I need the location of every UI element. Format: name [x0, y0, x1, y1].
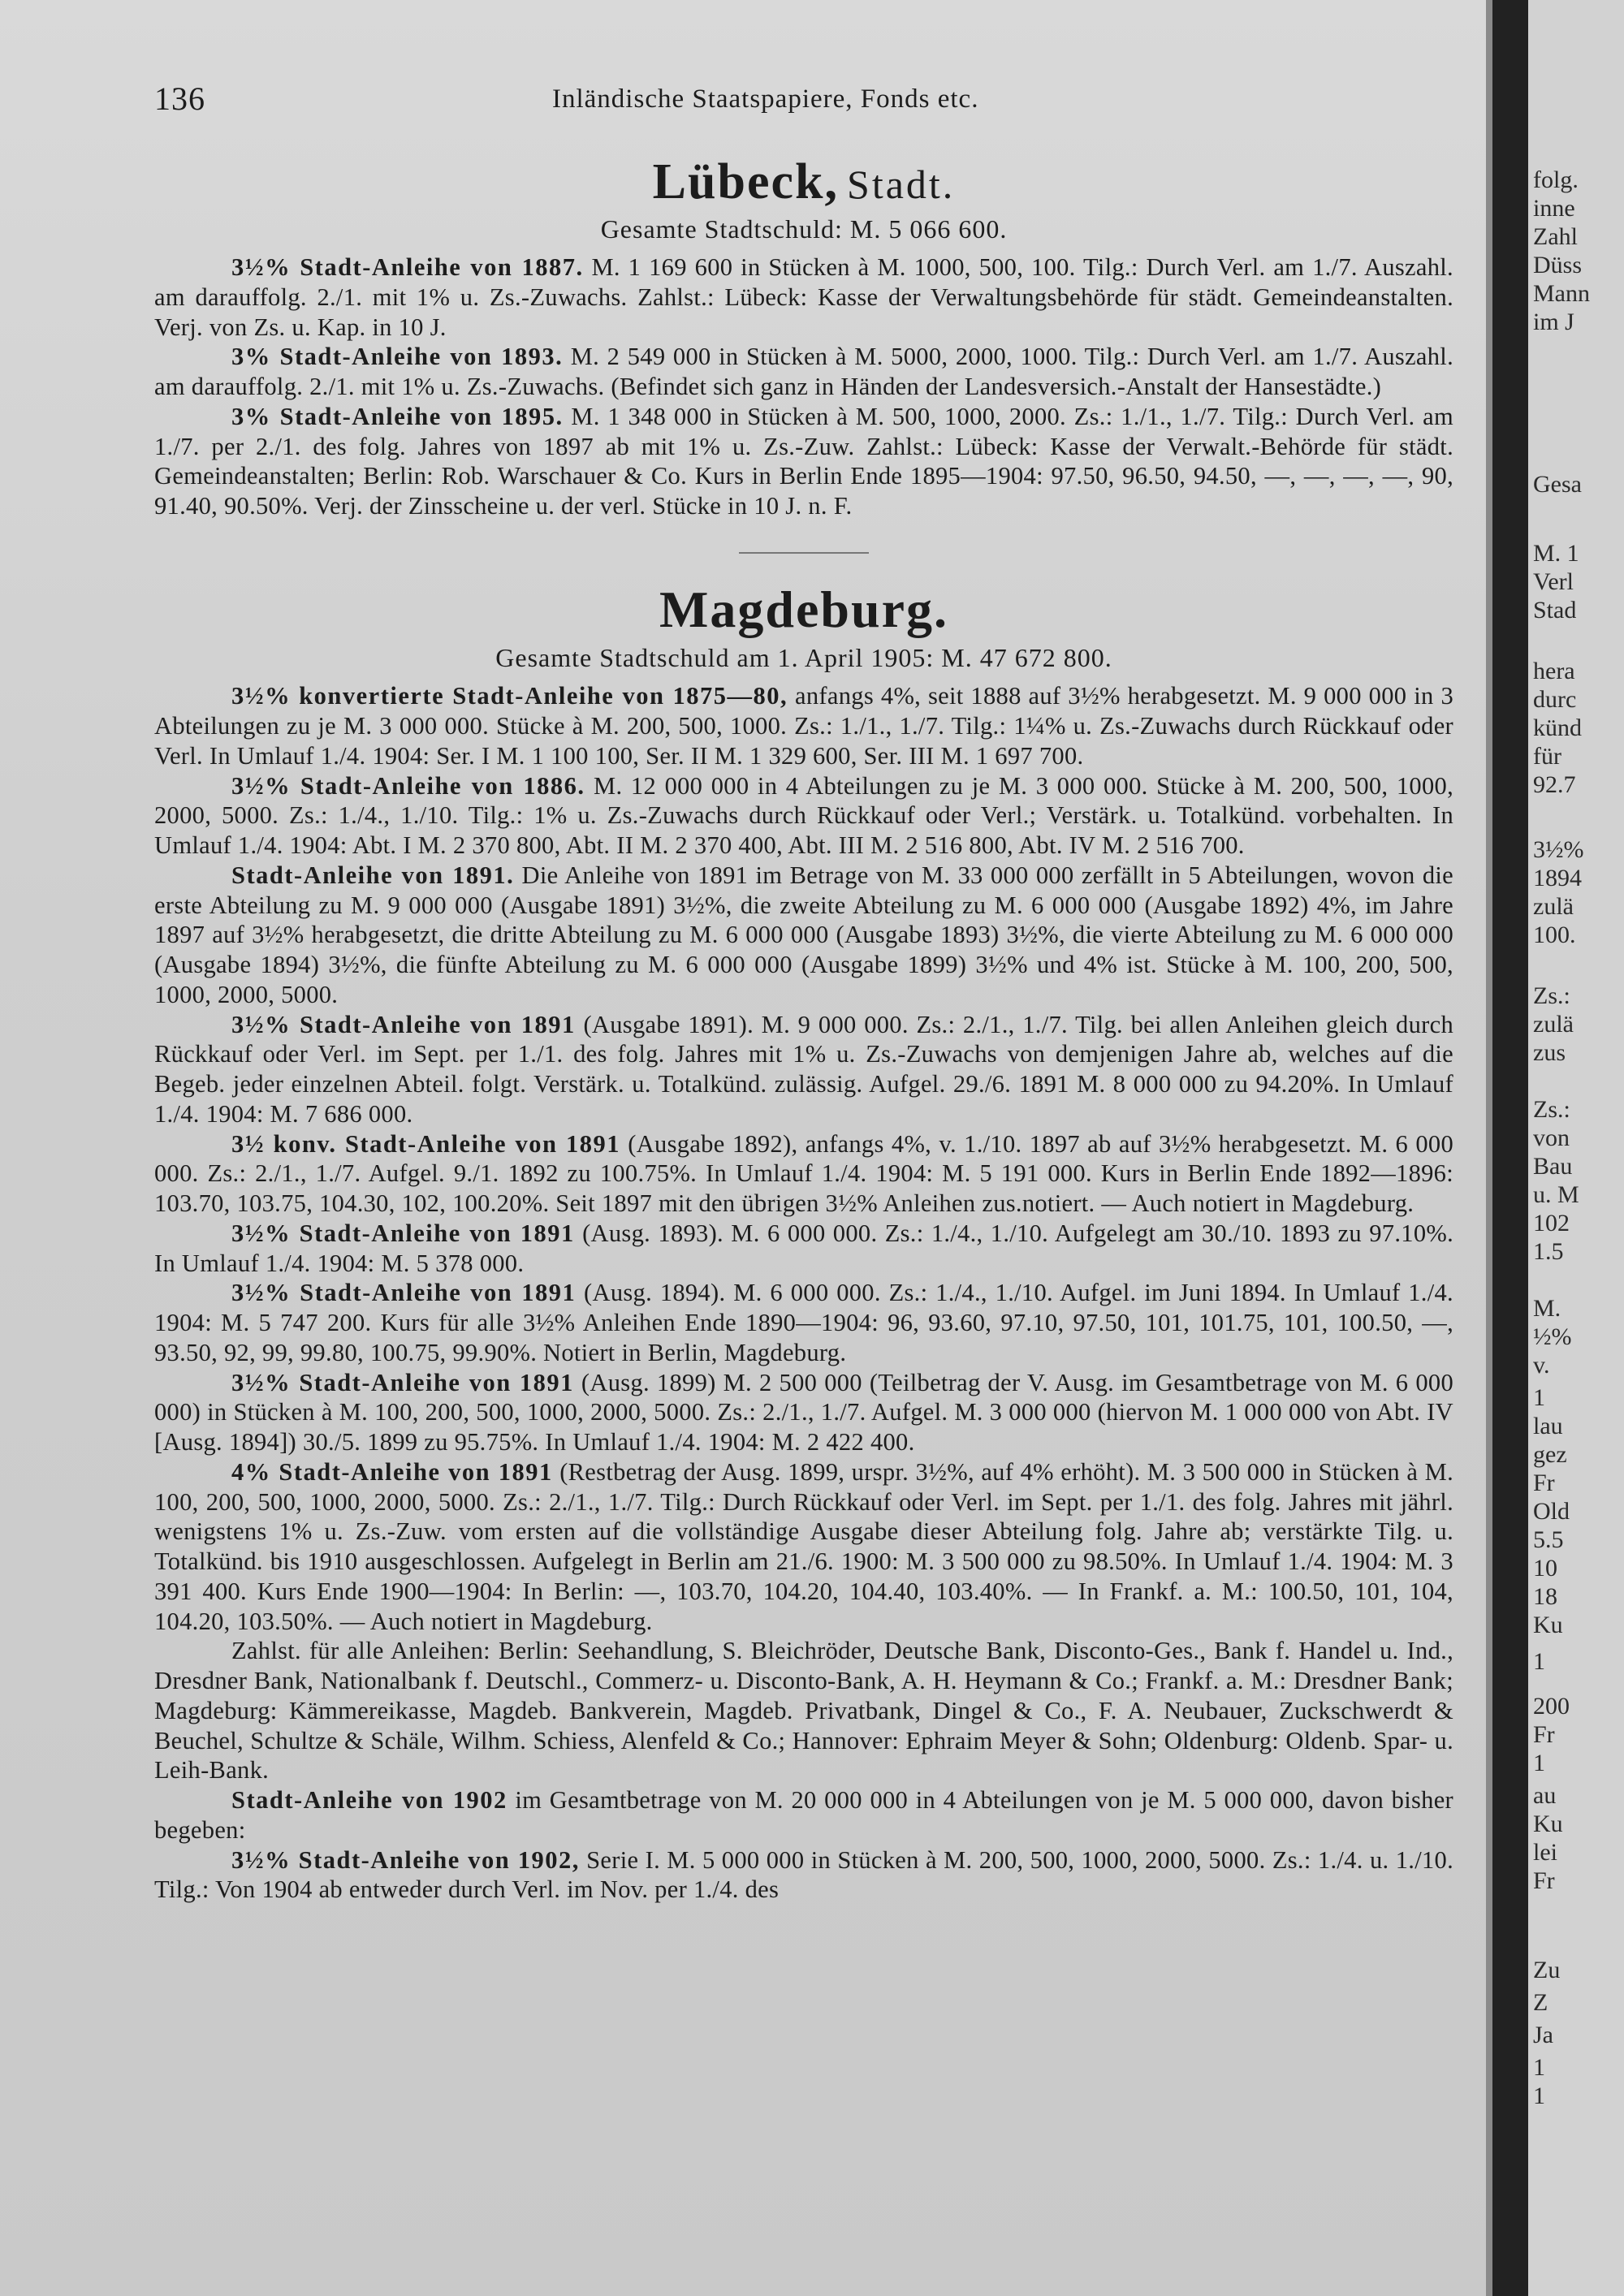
neighbor-text-fragment: Z: [1533, 1989, 1548, 2016]
neighbor-text-fragment: folg.: [1533, 166, 1579, 193]
loan-entry-text: (Ausgabe 1891). M. 9 000 000. Zs.: 2./1., 1./7. Tilg. bei allen Anleihen gleich durch Rückkauf oder Verl. im Sept. per 1./1. des folg. Jahres mit 1% u. Zs.-Zuwachs von demjenigen Jahre ab, welches auf die Begeb. jeder einzelnen Abteil. folgt. Verstärk. u. Totalkünd. zulässig. Aufgel. 29./6. 1891 M. 8 000 000 zu 94.20%. In Umlauf 1./4. 1904: M. 7 686 000.: [154, 1010, 1453, 1128]
loan-entry-text: M. 1 348 000 in Stücken à M. 500, 1000, 2000. Zs.: 1./1., 1./7. Tilg.: Durch Verl. am 1./7. per 2./1. des folg. Jahres von 1897 ab mit 1% u. Zs.-Zuw. Zahlst.: Lübeck: Kasse der Verwalt.-Behörde für städt. Gemeindeanstalten; Berlin: Rob. Warschauer & Co. Kurs in Berlin Ende 1895—1904: 97.50, 96.50, 94.50, —, —, —, —, 90, 91.40, 90.50%. Verj. der Zinsscheine u. der verl. Stücke in 10 J. n. F.: [154, 402, 1453, 520]
neighbor-text-fragment: 1: [1533, 1648, 1545, 1675]
loan-entry: [154, 1129, 1453, 1219]
loan-entry-text: M. 1 169 600 in Stücken à M. 1000, 500, 100. Tilg.: Durch Verl. am 1./7. Auszahl. am darauffolg. 2./1. mit 1% u. Zs.-Zuwachs. Zahlst.: Lübeck: Kasse der Verwaltungsbehörde für städt. Gemeindeanstalten. Verj. von Zs. u. Kap. in 10 J.: [154, 253, 1453, 341]
neighbor-text-fragment: hera: [1533, 658, 1575, 684]
neighbor-text-fragment: Fr: [1533, 1867, 1555, 1894]
loan-entry-text: (Ausg. 1893). M. 6 000 000. Zs.: 1./4., 1./10. Aufgelegt am 30./10. 1893 zu 97.10%. In Umlauf 1./4. 1904: M. 5 378 000.: [154, 1219, 1453, 1277]
loan-entry: [154, 1636, 1453, 1785]
loan-entry-text: im Gesamtbetrage von M. 20 000 000 in 4 Abteilungen von je M. 5 000 000, davon bisher begeben:: [154, 1786, 1453, 1844]
running-header: [154, 80, 1453, 128]
total-debt-line: Gesamte Stadtschuld: M. 5 066 600.: [600, 214, 1008, 244]
section-luebeck: [154, 154, 1453, 521]
neighbor-text-fragment: 18: [1533, 1583, 1557, 1610]
neighbor-text-fragment: 1: [1533, 2054, 1545, 2081]
book-gutter: [1492, 0, 1528, 2296]
loan-entry-heading: 4% Stadt-Anleihe von 1891: [231, 1457, 553, 1486]
city-title-magdeburg: [154, 581, 1453, 638]
loan-entry-heading: Stadt-Anleihe von 1902: [231, 1786, 508, 1815]
loan-entry-heading: 3½% Stadt-Anleihe von 1891: [231, 1010, 576, 1038]
loan-entry-heading: 3½% Stadt-Anleihe von 1891: [231, 1368, 574, 1396]
loan-entry-heading: 3½% Stadt-Anleihe von 1886.: [231, 771, 585, 800]
loan-entry-text: (Ausgabe 1892), anfangs 4%, v. 1./10. 1897 ab auf 3½% herabgesetzt. M. 6 000 000. Zs.: 2./1., 1./7. Aufgel. 9./1. 1892 zu 100.75%. In Umlauf 1./4. 1904: M. 5 191 000. Kurs in Berlin Ende 1892—1896: 103.70, 103.75, 104.30, 102, 100.20%. Seit 1897 mit den übrigen 3½% Anleihen zus.notiert. — Auch notiert in Magdeburg.: [154, 1129, 1453, 1218]
loan-entry: [154, 1368, 1453, 1457]
loan-entry: [154, 1457, 1453, 1637]
neighbor-text-fragment: Zu: [1533, 1957, 1561, 1983]
neighbor-text-fragment: Stad: [1533, 597, 1577, 624]
neighbor-text-fragment: zus: [1533, 1039, 1566, 1066]
running-title: Inländische Staatspapiere, Fonds etc.: [552, 84, 979, 114]
loan-entry: [154, 1845, 1453, 1905]
neighbor-text-fragment: Bau: [1533, 1153, 1573, 1180]
neighbor-text-fragment: Düss: [1533, 252, 1583, 278]
neighbor-text-fragment: 1894: [1533, 865, 1582, 891]
neighbor-text-fragment: 1: [1533, 1750, 1545, 1776]
neighbor-text-fragment: Old: [1533, 1498, 1570, 1525]
page-number: 136: [154, 80, 205, 117]
loan-entry: [154, 681, 1453, 770]
neighbor-text-fragment: au: [1533, 1782, 1557, 1809]
neighbor-text-fragment: 5.5: [1533, 1526, 1564, 1553]
city-title-main: Lübeck,: [652, 154, 840, 209]
neighbor-text-fragment: Zahl: [1533, 223, 1578, 250]
neighbor-text-fragment: v.: [1533, 1352, 1550, 1379]
neighbor-text-fragment: Ku: [1533, 1612, 1563, 1638]
neighbor-text-fragment: zulä: [1533, 1011, 1574, 1038]
neighbor-text-fragment: zulä: [1533, 893, 1574, 920]
neighbor-text-fragment: 200: [1533, 1693, 1570, 1720]
loan-entry: [154, 1010, 1453, 1129]
section-divider: [739, 552, 869, 554]
neighbor-text-fragment: Fr: [1533, 1721, 1555, 1748]
section-magdeburg: [154, 581, 1453, 1905]
neighbor-text-fragment: 92.7: [1533, 771, 1576, 798]
loan-entry: [154, 771, 1453, 861]
loan-entry-heading: 3½% Stadt-Anleihe von 1891: [231, 1279, 577, 1307]
neighbor-text-fragment: ½%: [1533, 1323, 1572, 1350]
loan-entry: [154, 1278, 1453, 1367]
loan-entry-text: Die Anleihe von 1891 im Betrage von M. 33 000 000 zerfällt in 5 Abteilungen, wovon die erste Abteilung zu M. 9 000 000 (Ausgabe 1891) 3½%, die zweite Abteilung zu M. 6 000 000 (Ausgabe 1892) 4%, im Jahre 1897 auf 3½% herabgesetzt, die dritte Abteilung zu M. 6 000 000 (Ausgabe 1893) 3½%, die vierte Abteilung zu M. 6 000 000 (Ausgabe 1894) 3½%, die fünfte Abteilung zu M. 6 000 000 (Ausgabe 1899) 3½% und 4% ist. Stücke à M. 100, 200, 500, 1000, 2000, 5000.: [154, 861, 1453, 1008]
loan-entry-text: anfangs 4%, seit 1888 auf 3½% herabgesetzt. M. 9 000 000 in 3 Abteilungen zu je M. 3 000 000. Stücke à M. 200, 500, 1000. Zs.: 1./1., 1./7. Tilg.: 1¼% u. Zs.-Zuwachs durch Rückkauf oder Verl. In Umlauf 1./4. 1904: Ser. I M. 1 100 100, Ser. II M. 1 329 600, Ser. III M. 1 697 700.: [154, 682, 1453, 770]
city-title-main: Magdeburg.: [659, 580, 948, 638]
neighbor-text-fragment: 3½%: [1533, 836, 1584, 863]
loan-entry-text: (Ausg. 1894). M. 6 000 000. Zs.: 1./4., 1./10. Aufgel. im Juni 1894. In Umlauf 1./4. 1904: M. 5 747 200. Kurs für alle 3½% Anleihen Ende 1890—1904: 96, 93.60, 97.10, 97.50, 101, 101.75, 101, 100.50, —, 93.50, 92, 99, 99.80, 100.75, 99.90%. Notiert in Berlin, Magdeburg.: [154, 1279, 1453, 1366]
neighbor-text-fragment: Ja: [1533, 2022, 1553, 2048]
magdeburg-entries: [154, 681, 1453, 1905]
loan-entry-heading: 3½% Stadt-Anleihe von 1887.: [231, 253, 584, 282]
loan-entry: [154, 252, 1453, 342]
loan-entry-text: (Restbetrag der Ausg. 1899, urspr. 3½%, auf 4% erhöht). M. 3 500 000 in Stücken à M. 100, 200, 500, 1000, 2000, 5000. Zs.: 2./1., 1./7. Tilg.: Durch Rückkauf oder Verl. im Sept. per 1./1. des folg. Jahres mit jährl. wenigstens 1% u. Zs.-Zuw. vom ersten auf die vollständige Ausgabe dieser Abteilung folg. Jahre ab; verstärkte Tilg. u. Totalkünd. bis 1910 ausgeschlossen. Aufgelegt in Berlin am 21./6. 1900: M. 3 500 000 zu 98.50%. In Umlauf 1./4. 1904: M. 3 391 400. Kurs Ende 1900—1904: In Berlin: —, 103.70, 104.20, 104.40, 103.40%. — In Frankf. a. M.: 100.50, 101, 104, 104.20, 103.50%. — Auch notiert in Magdeburg.: [154, 1457, 1453, 1635]
adjacent-page-fragment: [1528, 0, 1624, 2296]
loan-entry-text: Serie I. M. 5 000 000 in Stücken à M. 200, 500, 1000, 2000, 5000. Zs.: 1./4. u. 1./10. Tilg.: Von 1904 ab entweder durch Verl. im Nov. per 1./4. des: [154, 1845, 1453, 1904]
neighbor-text-fragment: lei: [1533, 1839, 1557, 1866]
loan-entry-text: M. 12 000 000 in 4 Abteilungen zu je M. 3 000 000. Stücke à M. 200, 500, 1000, 2000, 5000. Zs.: 1./4., 1./10. Tilg.: 1% u. Zs.-Zuwachs durch Rückkauf oder Verl.; Verstärk. u. Totalkünd. vorbehalten. In Umlauf 1./4. 1904: Abt. I M. 2 370 800, Abt. II M. 2 370 400, Abt. III M. 2 516 800, Abt. IV M. 2 516 700.: [154, 771, 1453, 860]
neighbor-text-fragment: Verl: [1533, 568, 1574, 595]
neighbor-text-fragment: M. 1: [1533, 540, 1579, 567]
neighbor-text-fragment: durc: [1533, 686, 1577, 713]
loan-entry-heading: 3½ konv. Stadt-Anleihe von 1891: [231, 1129, 620, 1158]
neighbor-text-fragment: 1: [1533, 1384, 1545, 1411]
loan-entry: [154, 342, 1453, 402]
loan-entry-heading: Stadt-Anleihe von 1891.: [231, 861, 515, 889]
neighbor-text-fragment: künd: [1533, 714, 1582, 741]
main-column: [154, 154, 1453, 1905]
neighbor-text-fragment: inne: [1533, 195, 1575, 222]
neighbor-text-fragment: M.: [1533, 1295, 1561, 1322]
loan-entry-heading: 3½% konvertierte Stadt-Anleihe von 1875—80,: [231, 682, 788, 710]
neighbor-text-fragment: 102: [1533, 1210, 1570, 1236]
neighbor-text-fragment: 1: [1533, 2082, 1545, 2109]
total-debt-line: Gesamte Stadtschuld am 1. April 1905: M. 47 672 800.: [495, 643, 1112, 673]
loan-entry-heading: 3% Stadt-Anleihe von 1895.: [231, 402, 564, 430]
neighbor-text-fragment: Gesa: [1533, 471, 1582, 498]
neighbor-text-fragment: 100.: [1533, 921, 1576, 948]
neighbor-text-fragment: Mann: [1533, 280, 1590, 307]
city-title-luebeck: [154, 154, 1453, 209]
loan-entry-heading: 3½% Stadt-Anleihe von 1891: [231, 1219, 575, 1247]
neighbor-text-fragment: für: [1533, 743, 1561, 770]
neighbor-text-fragment: 10: [1533, 1555, 1557, 1582]
loan-entry: [154, 861, 1453, 1010]
neighbor-text-fragment: von: [1533, 1124, 1570, 1151]
city-title-suffix: Stadt.: [847, 162, 956, 207]
neighbor-text-fragment: 1.5: [1533, 1238, 1564, 1265]
loan-entry-heading: 3% Stadt-Anleihe von 1893.: [231, 343, 564, 371]
neighbor-text-fragment: im J: [1533, 309, 1574, 335]
loan-entry-text: M. 2 549 000 in Stücken à M. 5000, 2000, 1000. Tilg.: Durch Verl. am 1./7. Auszahl. am darauffolg. 2./1. mit 1% u. Zs.-Zuwachs. (Befindet sich ganz in Händen der Landesversich.-Anstalt der Hansestädte.): [154, 343, 1453, 401]
neighbor-text-fragment: lau: [1533, 1413, 1563, 1439]
loan-entry: [154, 1219, 1453, 1279]
neighbor-text-fragment: Ku: [1533, 1810, 1563, 1837]
neighbor-text-fragment: gez: [1533, 1441, 1567, 1468]
neighbor-text-fragment: Zs.:: [1533, 1096, 1570, 1123]
loan-entry-text: Zahlst. für alle Anleihen: Berlin: Seehandlung, S. Bleichröder, Deutsche Bank, Disconto-Ges., Bank f. Handel u. Ind., Dresdner Bank, Nationalbank f. Deutschl., Commerz- u. Disconto-Bank, A. H. Heymann & Co.; Frankf. a. M.: Dresdner Bank; Magdeburg: Kämmereikasse, Magdeb. Bankverein, Magdeb. Privatbank, Dingel & Co., F. A. Neubauer, Zuckschwerdt & Beuchel, Schultze & Schäle, Wilhm. Schiess, Alenfeld & Co.; Hannover: Ephraim Meyer & Sohn; Oldenburg: Oldenb. Spar- u. Leih-Bank.: [154, 1637, 1453, 1785]
neighbor-text-fragment: Zs.:: [1533, 982, 1570, 1009]
neighbor-text-fragment: u. M: [1533, 1181, 1579, 1208]
loan-entry-text: (Ausg. 1899) M. 2 500 000 (Teilbetrag der V. Ausg. im Gesamtbetrage von M. 6 000 000) in Stücken à M. 100, 200, 500, 1000, 2000, 5000. Zs.: 2./1., 1./7. Aufgel. M. 3 000 000 (hiervon M. 1 000 000 von Abt. IV [Ausg. 1894]) 30./5. 1899 zu 95.75%. In Umlauf 1./4. 1904: M. 2 422 400.: [154, 1368, 1453, 1457]
luebeck-entries: [154, 252, 1453, 521]
neighbor-text-fragment: Fr: [1533, 1470, 1555, 1496]
loan-entry: [154, 1785, 1453, 1845]
loan-entry-heading: 3½% Stadt-Anleihe von 1902,: [231, 1845, 580, 1874]
loan-entry: [154, 402, 1453, 521]
